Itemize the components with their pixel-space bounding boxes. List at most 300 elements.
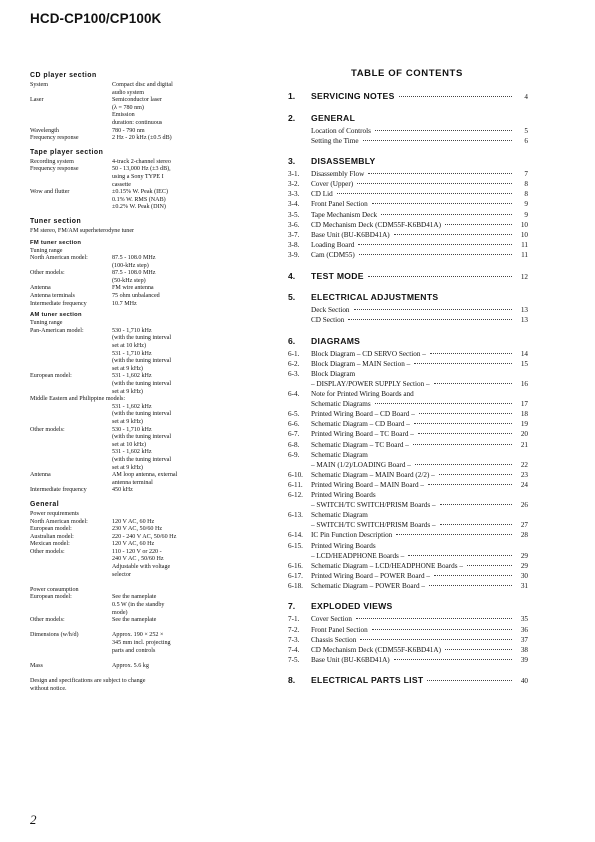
- toc-leader-dots: [396, 534, 512, 535]
- spec-label: Mexican model:: [30, 541, 70, 548]
- spec-value: See the nameplate: [112, 617, 157, 624]
- toc-entry-title: CD Lid: [311, 190, 333, 199]
- toc-page-number: 27: [520, 521, 528, 530]
- spec-value: 220 - 240 V AC, 50/60 Hz: [112, 533, 177, 540]
- toc-leader-dots: [356, 618, 512, 619]
- toc-leader-dots: [428, 484, 512, 485]
- toc-leader-dots: [394, 234, 512, 235]
- toc-page-number: 13: [520, 306, 528, 315]
- toc-page-number: 23: [520, 470, 528, 479]
- toc-entry-title: – SWITCH/TC SWITCH/PRISM Boards –: [311, 501, 436, 510]
- spec-value: Semiconductor laser (λ = 780 nm) Emission duration: continuous: [112, 97, 163, 126]
- spec-row: [30, 328, 250, 374]
- tuner-intro: FM stereo, FM/AM superheterodyne tuner: [30, 227, 135, 234]
- toc-entry: [288, 500, 528, 510]
- toc-entry: [288, 645, 528, 655]
- toc-entry: [288, 530, 528, 540]
- toc-leader-dots: [381, 214, 512, 215]
- toc-page-number: 22: [520, 460, 528, 469]
- toc-entry: [288, 136, 528, 146]
- toc-entry: [288, 655, 528, 665]
- toc-entry-number: 6-14.: [288, 531, 303, 540]
- toc-leader-dots: [414, 423, 512, 424]
- toc-entry-title: Block Diagram – CD SERVO Section –: [311, 349, 426, 358]
- mass-label: Mass: [30, 662, 43, 669]
- toc-section: [288, 91, 528, 102]
- toc-page-number: 6: [524, 136, 528, 145]
- toc-entry-number: 7-3.: [288, 635, 300, 644]
- toc-entry-number: 6-4.: [288, 390, 300, 399]
- spec-label: European model:: [30, 594, 72, 601]
- toc-leader-dots: [359, 254, 512, 255]
- middle-east-value: 531 - 1,602 kHz (with the tuning interval set at 9 kHz): [112, 403, 172, 425]
- spec-label: System: [30, 82, 48, 88]
- toc-entry: [288, 419, 528, 429]
- toc-section-title: DISASSEMBLY: [311, 156, 376, 167]
- spec-label: Intermediate frequency: [30, 487, 87, 494]
- toc-page-number: 40: [520, 677, 528, 686]
- toc-entry-number: 6-12.: [288, 491, 303, 500]
- toc-leader-dots: [429, 585, 512, 586]
- spec-row: [30, 189, 250, 212]
- spec-row: [30, 166, 250, 189]
- toc-leader-dots: [399, 96, 512, 97]
- spec-label: North American model:: [30, 255, 88, 262]
- toc-entry: [288, 389, 528, 399]
- toc-leader-dots: [439, 474, 512, 475]
- toc-leader-dots: [394, 659, 512, 660]
- toc-leader-dots: [337, 193, 512, 194]
- toc-entry-number: 6-3.: [288, 369, 300, 378]
- toc-leader-dots: [434, 575, 512, 576]
- toc-entry: [288, 510, 528, 520]
- toc-section-title: ELECTRICAL PARTS LIST: [311, 675, 424, 686]
- toc-entry: [288, 520, 528, 530]
- toc-page-number: 21: [520, 440, 528, 449]
- toc-page-number: 19: [520, 420, 528, 429]
- spec-label: Other models:: [30, 426, 65, 433]
- toc-leader-dots: [427, 680, 512, 681]
- toc-leader-dots: [372, 203, 512, 204]
- spec-value: 531 - 1,602 kHz (with the tuning interval set at 9 kHz): [112, 373, 172, 395]
- toc-entry: [288, 480, 528, 490]
- toc-entry: [288, 305, 528, 315]
- spec-value: 2 Hz - 20 kHz (±0.5 dB): [112, 135, 172, 142]
- spec-value: 530 - 1,710 kHz (with the tuning interval set at 10 kHz) 531 - 1,710 kHz (with the tuning interval set at 9 kHz): [112, 327, 172, 372]
- toc-entry-number: 7-5.: [288, 655, 300, 664]
- toc-leader-dots: [415, 464, 512, 465]
- toc-entry-title: CD Mechanism Deck (CDM55F-K6BD41A): [311, 645, 441, 654]
- toc-section: [288, 336, 528, 347]
- toc-entry: [288, 561, 528, 571]
- spec-row: [30, 663, 250, 671]
- spec-value: Compact disc and digital audio system: [112, 82, 173, 96]
- toc-page-number: 11: [521, 250, 528, 259]
- spec-row: [30, 373, 250, 396]
- toc-entry-title: Schematic Diagram – CD Board –: [311, 420, 410, 429]
- toc-page-number: 7: [524, 170, 528, 179]
- toc-entry-number: 6-17.: [288, 571, 303, 580]
- toc-page-number: 17: [520, 400, 528, 409]
- toc-entry-title: Schematic Diagrams: [311, 400, 371, 409]
- toc-entry-number: 6-9.: [288, 450, 300, 459]
- toc-entry-title: Schematic Diagram – POWER Board –: [311, 581, 425, 590]
- toc-entry-title: Deck Section: [311, 306, 350, 315]
- spec-row: [30, 82, 250, 97]
- toc-page-number: 39: [520, 655, 528, 664]
- toc-entry: [288, 169, 528, 179]
- toc-entry-title: Cover Section: [311, 615, 352, 624]
- spec-row: [30, 519, 250, 527]
- toc-entry-title: Note for Printed Wiring Boards and: [311, 390, 414, 399]
- power-requirements-label: Power requirements: [30, 510, 79, 517]
- specifications: [30, 72, 250, 693]
- toc-entry-title: Printed Wiring Board – CD Board –: [311, 410, 415, 419]
- toc-page-number: 9: [524, 200, 528, 209]
- table-of-contents: [288, 91, 528, 688]
- spec-value: 780 - 790 nm: [112, 127, 145, 134]
- toc-entry: [288, 369, 528, 379]
- toc-entry: [288, 551, 528, 561]
- page-number: 2: [30, 812, 37, 827]
- toc-leader-dots: [419, 413, 512, 414]
- toc-entry: [288, 199, 528, 209]
- spec-label: Recording system: [30, 158, 74, 165]
- toc-entry-title: Printed Wiring Board – POWER Board –: [311, 571, 430, 580]
- toc-entry: [288, 409, 528, 419]
- toc-entry-number: 6-1.: [288, 349, 300, 358]
- toc-page-number: 37: [520, 635, 528, 644]
- toc-leader-dots: [363, 140, 512, 141]
- toc-leader-dots: [357, 183, 512, 184]
- spec-label: Laser: [30, 97, 44, 104]
- general-section-heading: General: [30, 500, 60, 508]
- toc-entry-title: Block Diagram: [311, 369, 356, 378]
- toc-entry-title: Printed Wiring Board – TC Board –: [311, 430, 414, 439]
- toc-entry-title: Printed Wiring Boards: [311, 491, 376, 500]
- toc-entry-number: 3-1.: [288, 170, 300, 179]
- toc-page-number: 9: [524, 210, 528, 219]
- toc-entry-number: 6-11.: [288, 480, 303, 489]
- toc-entry: [288, 460, 528, 470]
- toc-entry: [288, 220, 528, 230]
- toc-entry-number: 6-15.: [288, 541, 303, 550]
- toc-section: [288, 675, 528, 686]
- toc-entry-title: Schematic Diagram: [311, 511, 368, 520]
- toc-entry: [288, 126, 528, 136]
- toc-leader-dots: [375, 130, 512, 131]
- toc-leader-dots: [360, 639, 512, 640]
- toc-entry: [288, 240, 528, 250]
- design-note: Design and specifications are subject to change without notice.: [30, 677, 146, 692]
- toc-page-number: 12: [520, 272, 528, 281]
- toc-entry-number: 7-1.: [288, 615, 300, 624]
- toc-entry-title: Schematic Diagram: [311, 450, 368, 459]
- toc-page-number: 24: [520, 480, 528, 489]
- toc-page-number: 28: [520, 531, 528, 540]
- toc-entry-title: Printed Wiring Boards: [311, 541, 376, 550]
- toc-entry: [288, 315, 528, 325]
- toc-entry-title: Cam (CDM55): [311, 250, 355, 259]
- spec-row: [30, 472, 250, 487]
- spec-label: [30, 404, 112, 427]
- toc-leader-dots: [375, 403, 512, 404]
- toc-section: [288, 292, 528, 303]
- toc-entry-title: Tape Mechanism Deck: [311, 210, 378, 219]
- toc-leader-dots: [408, 555, 512, 556]
- spec-row: [30, 135, 250, 143]
- toc-entry-title: Setting the Time: [311, 136, 359, 145]
- toc-page-number: 18: [520, 410, 528, 419]
- spec-label: Other models:: [30, 548, 65, 555]
- spec-label: Frequency response: [30, 166, 79, 173]
- toc-leader-dots: [372, 629, 512, 630]
- toc-entry-title: Front Panel Section: [311, 625, 368, 634]
- toc-entry-title: Front Panel Section: [311, 200, 368, 209]
- toc-entry-title: Loading Board: [311, 240, 355, 249]
- toc-leader-dots: [467, 565, 512, 566]
- spec-label: Wow and flutter: [30, 189, 70, 196]
- spec-value: FM wire antenna: [112, 285, 154, 292]
- spec-value: 120 V AC, 60 Hz: [112, 518, 155, 525]
- spec-label: Australian model:: [30, 533, 74, 540]
- toc-entry-number: 7-2.: [288, 625, 300, 634]
- toc-page-number: 26: [520, 501, 528, 510]
- toc-entry-title: Chassis Section: [311, 635, 357, 644]
- toc-section-number: 1.: [288, 91, 296, 101]
- toc-section: [288, 156, 528, 167]
- spec-value: 75 ohm unbalanced: [112, 293, 160, 300]
- toc-entry-number: 6-2.: [288, 359, 300, 368]
- toc-entry: [288, 490, 528, 500]
- toc-page-number: 8: [524, 190, 528, 199]
- toc-section-title: TEST MODE: [311, 270, 364, 281]
- toc-page-number: 16: [520, 380, 528, 388]
- toc-entry-number: 3-9.: [288, 250, 300, 259]
- toc-entry-title: Base Unit (BU-K6BD41A): [311, 230, 390, 239]
- toc-entry-title: – MAIN (1/2)/LOADING Board –: [311, 460, 411, 469]
- spec-row: [30, 404, 250, 427]
- toc-entry: [288, 571, 528, 581]
- spec-value: 110 - 120 V or 220 - 240 V AC , 50/60 Hz Adjustable with voltage selector: [112, 548, 171, 578]
- dimensions-label: Dimensions (w/h/d): [30, 632, 79, 639]
- toc-page-number: 4: [524, 93, 528, 101]
- toc-entry: [288, 230, 528, 240]
- spec-value: 450 kHz: [112, 487, 133, 494]
- toc-entry-number: 6-7.: [288, 430, 300, 439]
- toc-section: [288, 271, 528, 282]
- toc-entry-title: Printed Wiring Board – MAIN Board –: [311, 480, 424, 489]
- spec-label: Other models:: [30, 270, 65, 277]
- toc-leader-dots: [440, 524, 512, 525]
- toc-section-number: 4.: [288, 270, 296, 281]
- am-tuner-heading: AM tuner section: [30, 312, 82, 319]
- spec-value: 87.5 - 108.0 MHz (100-kHz step): [112, 255, 156, 269]
- spec-label: Intermediate frequency: [30, 300, 87, 307]
- toc-page-number: 31: [520, 581, 528, 590]
- toc-entry-number: 7-4.: [288, 645, 300, 654]
- toc-entry: [288, 359, 528, 369]
- toc-page-number: 29: [520, 551, 528, 560]
- toc-page-number: 10: [520, 220, 528, 229]
- toc-entry-title: Cover (Upper): [311, 180, 354, 189]
- toc-leader-dots: [413, 444, 512, 445]
- toc-entry: [288, 440, 528, 450]
- toc-leader-dots: [354, 309, 512, 310]
- spec-value: AM loop antenna, external antenna terminal: [112, 472, 178, 486]
- toc-leader-dots: [358, 244, 512, 245]
- model-title: HCD-CP100/CP100K: [30, 11, 162, 26]
- toc-entry: [288, 399, 528, 409]
- spec-row: [30, 97, 250, 127]
- toc-section-number: 8.: [288, 675, 296, 686]
- toc-entry: [288, 625, 528, 635]
- spec-value: 530 - 1,710 kHz (with the tuning interval set at 10 kHz) 531 - 1,602 kHz (with the tuning interval set at 9 kHz): [112, 426, 172, 471]
- toc-leader-dots: [430, 353, 512, 354]
- toc-page-number: 14: [520, 349, 528, 358]
- spec-row: [30, 427, 250, 473]
- fm-tuning-range-label: Tuning range: [30, 247, 63, 254]
- toc-entry: [288, 429, 528, 439]
- toc-page-number: 11: [521, 240, 528, 249]
- toc-section-number: 2.: [288, 112, 296, 123]
- toc-entry-number: 6-5.: [288, 410, 300, 419]
- tape-section-heading: Tape player section: [30, 148, 104, 156]
- spec-row: [30, 487, 250, 495]
- toc-section-title: EXPLODED VIEWS: [311, 601, 393, 612]
- toc-page-number: 38: [520, 645, 528, 654]
- spec-label: Antenna: [30, 472, 51, 479]
- spec-row: [30, 270, 250, 285]
- spec-label: European model:: [30, 373, 72, 380]
- toc-page-number: 35: [520, 615, 528, 624]
- spec-row: [30, 617, 250, 625]
- spec-value: 230 V AC, 50/60 Hz: [112, 526, 163, 533]
- toc-entry: [288, 379, 528, 389]
- toc-entry-number: 3-5.: [288, 210, 300, 219]
- toc-entry-number: 3-6.: [288, 220, 300, 229]
- spec-value: 87.5 - 108.0 MHz (50-kHz step): [112, 270, 156, 284]
- mass-value: Approx. 5.6 kg: [112, 662, 149, 669]
- cd-section-heading: CD player section: [30, 72, 97, 79]
- tuner-section-heading: Tuner section: [30, 217, 82, 225]
- spec-row: [30, 594, 250, 617]
- spec-value: 120 V AC, 60 Hz: [112, 541, 155, 548]
- spec-row: [30, 541, 250, 549]
- toc-entry-number: 6-8.: [288, 440, 300, 449]
- toc-section-number: 3.: [288, 156, 296, 167]
- toc-entry-number: 6-6.: [288, 420, 300, 429]
- toc-entry-title: Schematic Diagram – TC Board –: [311, 440, 409, 449]
- toc-entry-number: 6-18.: [288, 581, 303, 590]
- spec-row: [30, 285, 250, 293]
- toc-entry-title: – LCD/HEADPHONE Boards –: [311, 551, 405, 560]
- toc-entry-number: 3-3.: [288, 190, 300, 199]
- toc-entry: [288, 635, 528, 645]
- toc-leader-dots: [368, 173, 512, 174]
- spec-row: [30, 534, 250, 542]
- spec-row: [30, 632, 250, 655]
- toc-section: [288, 601, 528, 612]
- toc-entry-title: Disassembly Flow: [311, 170, 365, 179]
- spec-row: [30, 526, 250, 534]
- spec-label: Antenna terminals: [30, 293, 75, 300]
- toc-section-title: SERVICING NOTES: [311, 91, 395, 101]
- toc-entry: [288, 210, 528, 220]
- spec-label: Frequency response: [30, 135, 79, 142]
- toc-entry-number: 6-16.: [288, 561, 303, 570]
- spec-row: [30, 549, 250, 579]
- spec-row: [30, 255, 250, 270]
- toc-entry-title: IC Pin Function Description: [311, 531, 393, 540]
- toc-leader-dots: [348, 319, 512, 320]
- toc-page-number: 5: [524, 126, 528, 135]
- toc-leader-dots: [440, 504, 512, 505]
- toc-leader-dots: [445, 224, 512, 225]
- toc-entry-number: 6-13.: [288, 511, 303, 520]
- toc-leader-dots: [434, 383, 512, 384]
- spec-row: [30, 293, 250, 301]
- spec-label: Pan-American model:: [30, 327, 84, 334]
- toc-leader-dots: [368, 276, 512, 277]
- toc-page-number: 20: [520, 430, 528, 439]
- toc-section-title: DIAGRAMS: [311, 335, 361, 346]
- toc-section-number: 7.: [288, 601, 296, 612]
- middle-east-label: Middle Eastern and Philippine models:: [30, 396, 126, 403]
- toc-entry-number: 3-7.: [288, 230, 300, 239]
- toc-leader-dots: [445, 649, 512, 650]
- spec-label: Wavelength: [30, 127, 59, 134]
- spec-label: North American model:: [30, 518, 88, 525]
- toc-entry-number: 3-2.: [288, 180, 300, 189]
- toc-entry-title: Location of Controls: [311, 126, 371, 135]
- spec-label: Antenna: [30, 285, 51, 292]
- toc-entry: [288, 250, 528, 260]
- fm-tuner-heading: FM tuner section: [30, 239, 82, 246]
- power-consumption-label: Power consumption: [30, 586, 79, 593]
- toc-section: [288, 113, 528, 124]
- toc-entry-title: – SWITCH/TC SWITCH/PRISM Boards –: [311, 521, 436, 530]
- toc-entry-number: 3-8.: [288, 240, 300, 249]
- toc-page-number: 29: [520, 561, 528, 570]
- toc-section-title: GENERAL: [311, 112, 356, 123]
- toc-title: TABLE OF CONTENTS: [351, 68, 463, 79]
- spec-value: See the nameplate 0.5 W (in the standby mode): [112, 594, 165, 616]
- toc-entry-number: 6-10.: [288, 470, 303, 479]
- toc-entry: [288, 349, 528, 359]
- spec-value: 10.7 MHz: [112, 300, 137, 307]
- toc-entry-title: Schematic Diagram – MAIN Board (2/2) –: [311, 470, 435, 479]
- toc-entry: [288, 179, 528, 189]
- am-tuning-range-label: Tuning range: [30, 320, 63, 327]
- toc-page-number: 8: [524, 180, 528, 189]
- spec-value: 50 - 13,000 Hz (±3 dB), using a Sony TYPE I cassette: [112, 166, 171, 188]
- toc-entry-title: CD Mechanism Deck (CDM55F-K6BD41A): [311, 220, 441, 229]
- toc-page-number: 10: [520, 230, 528, 239]
- toc-section-number: 5.: [288, 292, 296, 303]
- toc-entry-number: 3-4.: [288, 200, 300, 209]
- toc-entry-title: – DISPLAY/POWER SUPPLY Section –: [311, 380, 430, 388]
- dimensions-value: Approx. 190 × 252 × 345 mm incl. projecting parts and controls: [112, 632, 171, 654]
- toc-entry-title: Schematic Diagram – LCD/HEADPHONE Boards –: [311, 561, 463, 570]
- toc-page-number: 15: [520, 359, 528, 368]
- toc-entry: [288, 614, 528, 624]
- toc-page-number: 30: [520, 571, 528, 580]
- spec-label: Other models:: [30, 617, 65, 624]
- toc-entry: [288, 581, 528, 591]
- spec-value: 4-track 2-channel stereo: [112, 158, 171, 165]
- toc-section-title: ELECTRICAL ADJUSTMENTS: [311, 292, 439, 303]
